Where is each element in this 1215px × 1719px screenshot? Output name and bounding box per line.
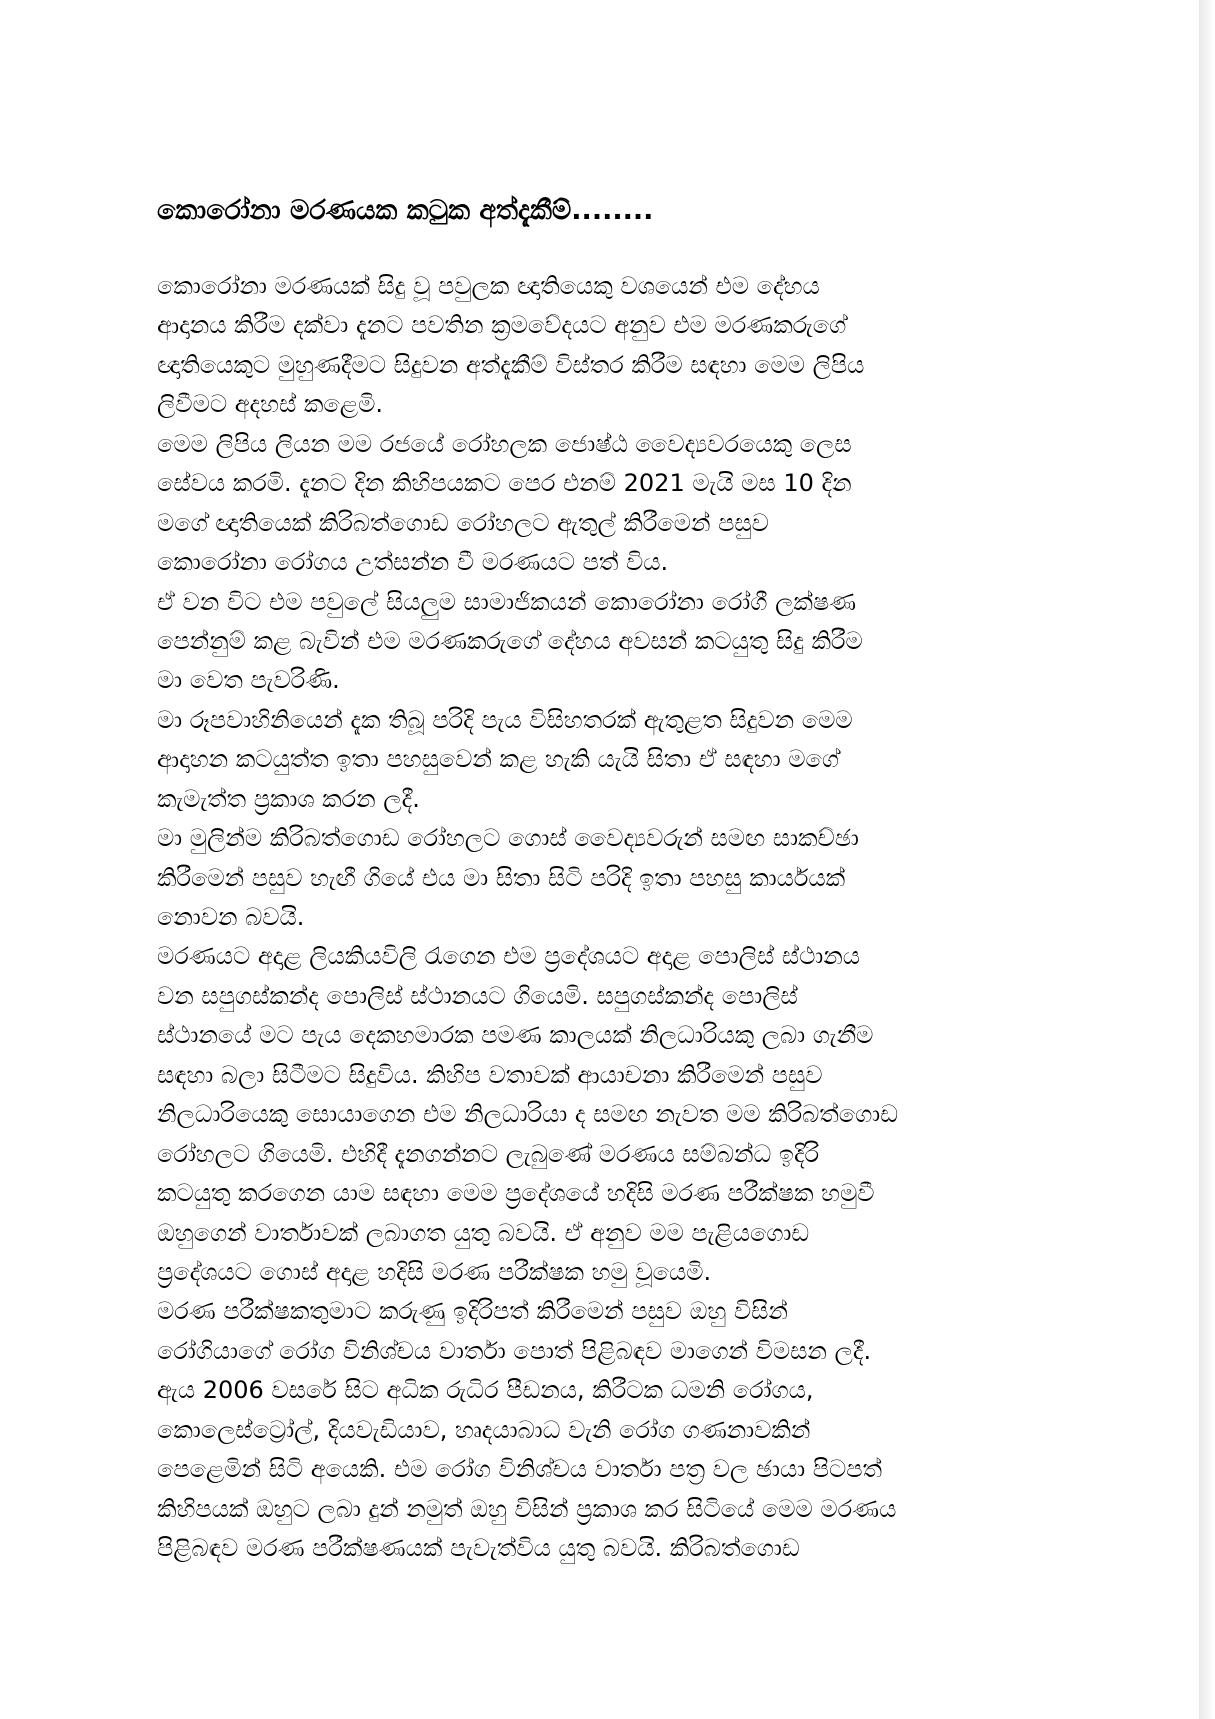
page-edge-shadow bbox=[1199, 0, 1215, 1719]
body-line: පෙළෙමින් සිටි අයෙකි. එම රෝග විනිශ්චය වාර්තා පත්‍ර වල ඡායා පිටපත් bbox=[157, 1455, 882, 1484]
document-body bbox=[157, 267, 1117, 1568]
body-line: මගේ ඥාතියෙක් කිරිබත්ගොඩ රෝහලට ඇතුල් කිරීමෙන් පසුව bbox=[157, 508, 769, 537]
body-line: කැමැත්ත ප්‍රකාශ කරන ලදී. bbox=[157, 784, 420, 813]
body-line: පිළිබඳව මරණ පරීක්ෂණයක් පැවැත්විය යුතු බවයි. කිරිබත්ගොඩ bbox=[157, 1534, 800, 1562]
body-line: ලිවීමට අදහස් කළෙමි. bbox=[157, 390, 383, 419]
body-line: මරණයට අදාළ ලියකියවිලි රැගෙන එම ප්‍රදේශයට අදාළ පොලිස් ස්ථානය bbox=[157, 942, 861, 971]
body-line: රෝගියාගේ රෝග විනිශ්චය වාර්තා පොත් පිළිබඳව මාගෙන් විමසන ලදී. bbox=[157, 1336, 872, 1365]
body-line: කොලෙස්ට්‍රෝල්, දියවැඩියාව, හෘදයාබාධ වැනි රෝග ගණනාවකින් bbox=[157, 1415, 811, 1444]
body-line: සේවය කරමි. දැනට දින කිහිපයකට පෙර එනම් 2021 මැයි මස 10 දින bbox=[157, 469, 852, 498]
body-line: ඇය 2006 වසරේ සිට අධික රුධිර පීඩනය, කිරීටක ධමනි රෝගය, bbox=[157, 1376, 814, 1405]
body-line: කිහිපයක් ඔහුට ලබා දුන් නමුත් ඔහු විසින් ප්‍රකාශ කර සිටියේ මෙම මරණය bbox=[157, 1494, 897, 1523]
body-line: ප්‍රදේශයට ගොස් අදාළ හදිසි මරණ පරීක්ෂක හමු වූයෙමි. bbox=[157, 1257, 712, 1286]
body-line: පෙන්නුම් කළ බැවින් එම මරණකරුගේ දේහය අවසන් කටයුතු සිදු කිරීම bbox=[157, 626, 863, 655]
document-title: කොරෝනා මරණයක කටුක අත්දැකීම්........ bbox=[157, 195, 654, 226]
body-line: මරණ පරීක්ෂකතුමාට කරුණු ඉදිරිපත් කිරීමෙන් පසුව ඔහු විසින් bbox=[157, 1297, 788, 1326]
body-line: ස්ථානයේ මට පැය දෙකහමාරක පමණ කාලයක් නිලධාරියකු ලබා ගැනීම bbox=[157, 1021, 874, 1050]
body-line: මා මුලින්ම කිරිබත්ගොඩ රෝහලට ගොස් වෛද්‍යවරුන් සමඟ සාකච්ඡා bbox=[157, 824, 859, 853]
body-line: ඒ වන විට එම පවුලේ සියලුම සාමාජිකයන් කොරෝනා රෝගී ලක්ෂණ bbox=[157, 587, 857, 616]
body-line: කොරෝනා රෝගය උත්සන්න වී මරණයට පත් විය. bbox=[157, 548, 669, 577]
body-line: නොවන බවයි. bbox=[157, 903, 305, 931]
body-line: වන සපුගස්කන්ද පොලිස් ස්ථානයට ගියෙමි. සපුගස්කන්ද පොලිස් bbox=[157, 981, 798, 1010]
body-line: කිරීමෙන් පසුව හැඟී ගියේ එය මා සිතා සිටි පරිදි ඉතා පහසු කාර්යයක් bbox=[157, 863, 846, 892]
body-line: මා වෙත පැවරිණි. bbox=[157, 666, 340, 695]
body-line: ඥාතියෙකුට මුහුණදීමට සිදුවන අත්දැකීම් විස්තර කිරීම සඳහා මෙම ලිපිය bbox=[157, 350, 865, 379]
body-line: මා රූපවාහිනියෙන් දැක තිබූ පරිදි පැය විසිහතරක් ඇතුළත සිදුවන මෙම bbox=[157, 705, 853, 734]
body-line: කොරෝනා මරණයක් සිදු වූ පවුලක ඥාතියෙකු වශයෙන් එම දේහය bbox=[157, 272, 820, 300]
body-line: නිලධාරියෙකු සොයාගෙන එම නිලධාරියා ද සමඟ නැවත මම කිරිබත්ගොඩ bbox=[157, 1100, 898, 1129]
body-line: කටයුතු කරගෙන යාම සඳහා මෙම ප්‍රදේශයේ හදිසි මරණ පරීක්ෂක හමුවී bbox=[157, 1179, 875, 1208]
body-line: මෙම ලිපිය ලියන මම රජයේ රෝහලක ජොෂ්ඨ වෛද්‍යවරයෙකු ලෙස bbox=[157, 429, 852, 458]
body-line: සඳහා බලා සිටීමට සිදුවිය. කිහිප වතාවක් ආයාචනා කිරීමෙන් පසුව bbox=[157, 1060, 823, 1089]
body-line: ආදාහන කටයුත්ත ඉතා පහසුවෙන් කළ හැකි යැයි සිතා ඒ සඳහා මගේ bbox=[157, 745, 839, 774]
body-line: ඔහුගෙන් වාර්තාවක් ලබාගත යුතු බවයි. ඒ අනුව මම පැළියගොඩ bbox=[157, 1218, 810, 1247]
body-line: ආදානය කිරීම දක්වා දැනට පවතින ක්‍රමවේදයට අනුව එම මරණකරුගේ bbox=[157, 311, 847, 340]
body-line: රෝහලට ගියෙමි. එහිදී දැනගන්නට ලැබුණේ මරණය සම්බන්ධ ඉදිරි bbox=[157, 1139, 820, 1168]
